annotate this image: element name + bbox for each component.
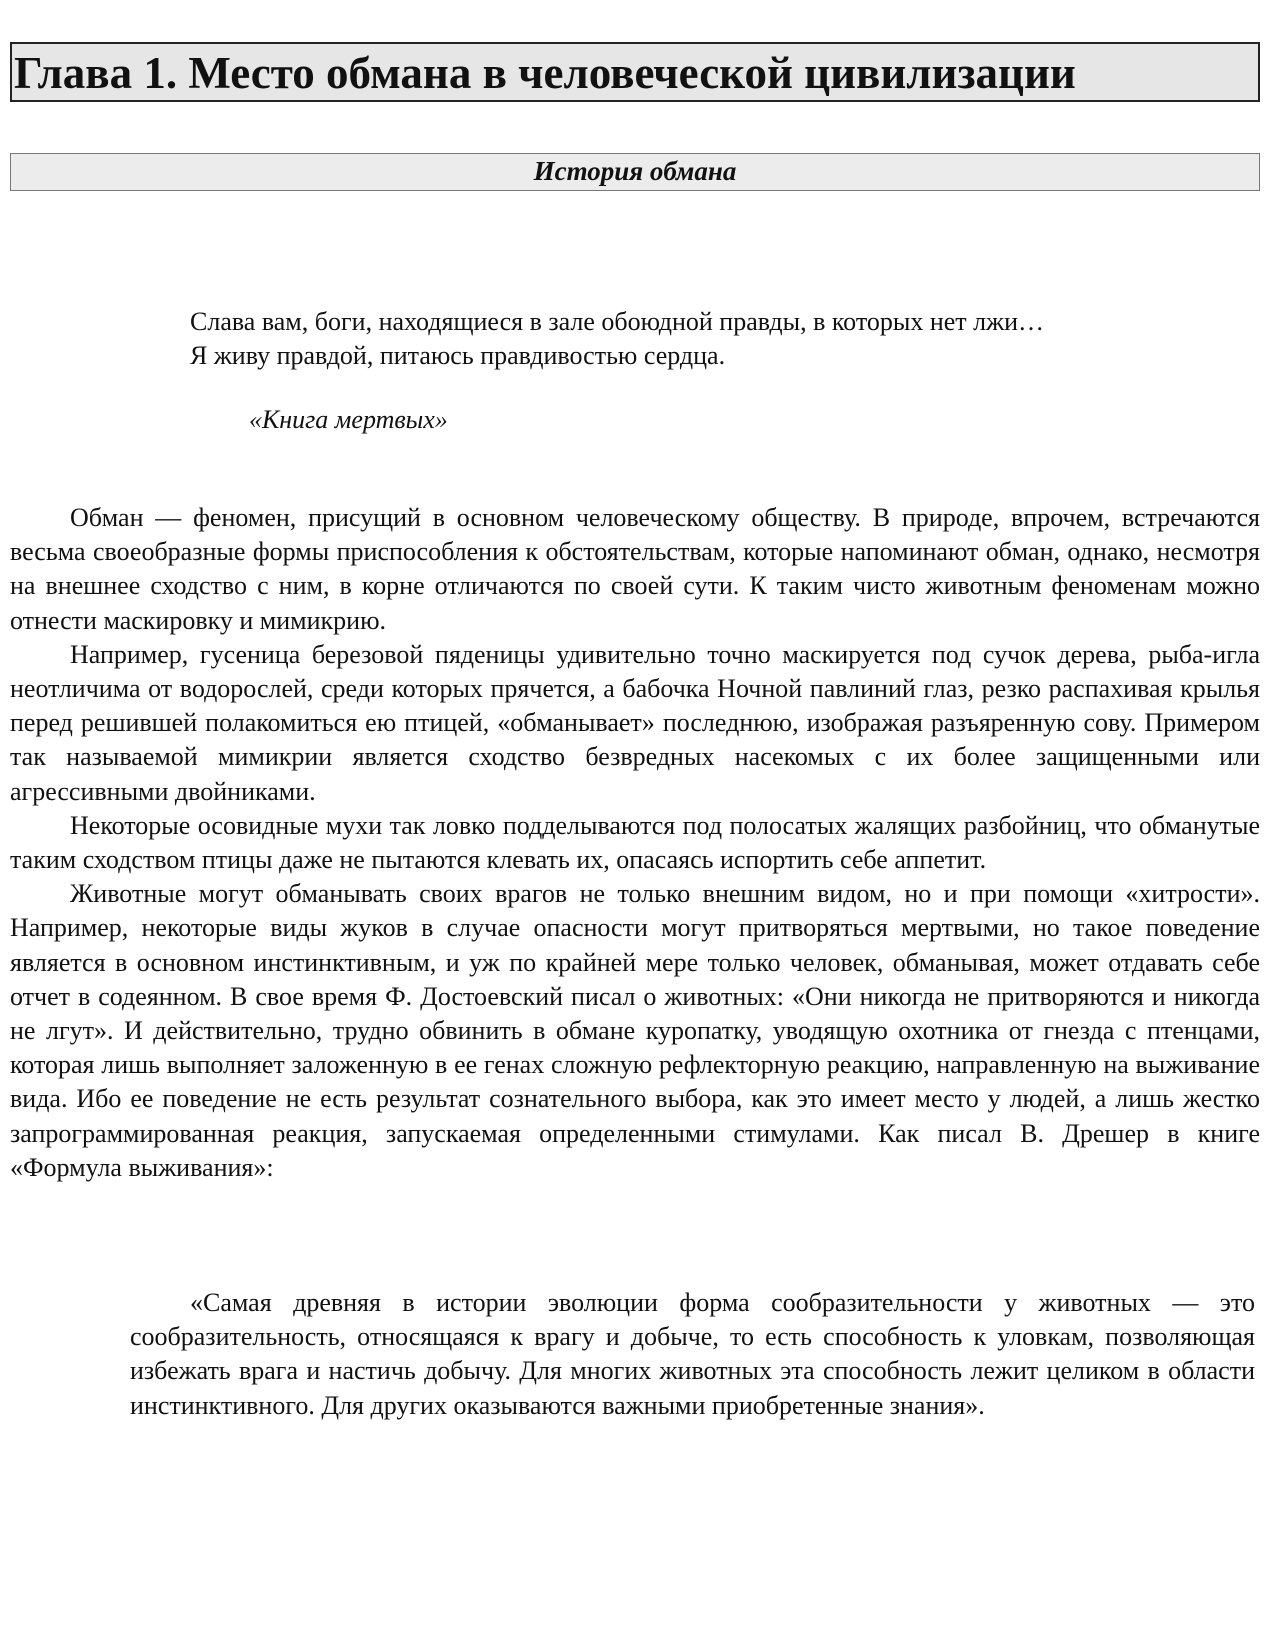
epigraph-line: Слава вам, боги, находящиеся в зале обоюдной правды, в которых нет лжи… (190, 307, 1044, 336)
paragraph: Обман — феномен, присущий в основном человеческому обществу. В природе, впрочем, встречаются весьма своеобразные формы приспособления к обстоятельствам, которые напоминают обман, однако, несмотря на внешнее сходство с ним, в корне отличаются по своей сути. К таким чисто животным феноменам можно отнести маскировку и мимикрию. (10, 503, 1260, 635)
section-header (10, 153, 1260, 191)
body-text (10, 501, 1260, 1185)
paragraph: Например, гусеница березовой пяденицы удивительно точно маскируется под сучок дерева, рыба-игла неотличима от водорослей, среди которых прячется, а бабочка Ночной павлиний глаз, резко распахивая крылья перед решившей полакомиться ею птицей, «обманывает» последнюю, изображая разъяренную сову. Примером так называемой мимикрии является сходство безвредных насекомых с их более защищенными или агрессивными двойниками. (10, 639, 1260, 806)
chapter-header (10, 42, 1260, 102)
section-title: История обмана (533, 156, 737, 186)
paragraph: Некоторые осовидные мухи так ловко подделываются под полосатых жалящих разбойниц, что обманутые таким сходством птицы даже не пытаются клевать их, опасаясь испортить себе аппетит. (10, 810, 1260, 875)
chapter-title: Глава 1. Место обмана в человеческой цивилизации (14, 48, 1076, 98)
epigraph (190, 305, 1230, 373)
epigraph-line: Я живу правдой, питаюсь правдивостью сердца. (190, 341, 726, 370)
paragraph: Животные могут обманывать своих врагов не только внешним видом, но и при помощи «хитрости». Например, некоторые виды жуков в случае опасности могут притворяться мертвыми, но такое поведение является в основном инстинктивным, и уж по крайней мере только человек, обманывая, может отдавать себе отчет в содеянном. В свое время Ф. Достоевский писал о животных: «Они никогда не притворяются и никогда не лгут». И действительно, трудно обвинить в обмане куропатку, уводящую охотника от гнезда с птенцами, которая лишь выполняет заложенную в ее генах сложную рефлекторную реакцию, направленную на выживание вида. Ибо ее поведение не есть результат сознательного выбора, как это имеет место у людей, а лишь жестко запрограммированная реакция, запускаемая определенными стимулами. Как писал В. Дрешер в книге «Формула выживания»: (10, 879, 1260, 1182)
quote-text: «Самая древняя в истории эволюции форма сообразительности у животных — это сообразительность, относящаяся к врагу и добыче, то есть способность к уловкам, позволяющая избежать врага и настичь добычу. Для многих животных эта способность лежит целиком в области инстинктивного. Для других оказываются важными приобретенные знания». (130, 1288, 1255, 1420)
block-quote (130, 1286, 1255, 1423)
epigraph-source: «Книга мертвых» (249, 405, 448, 434)
